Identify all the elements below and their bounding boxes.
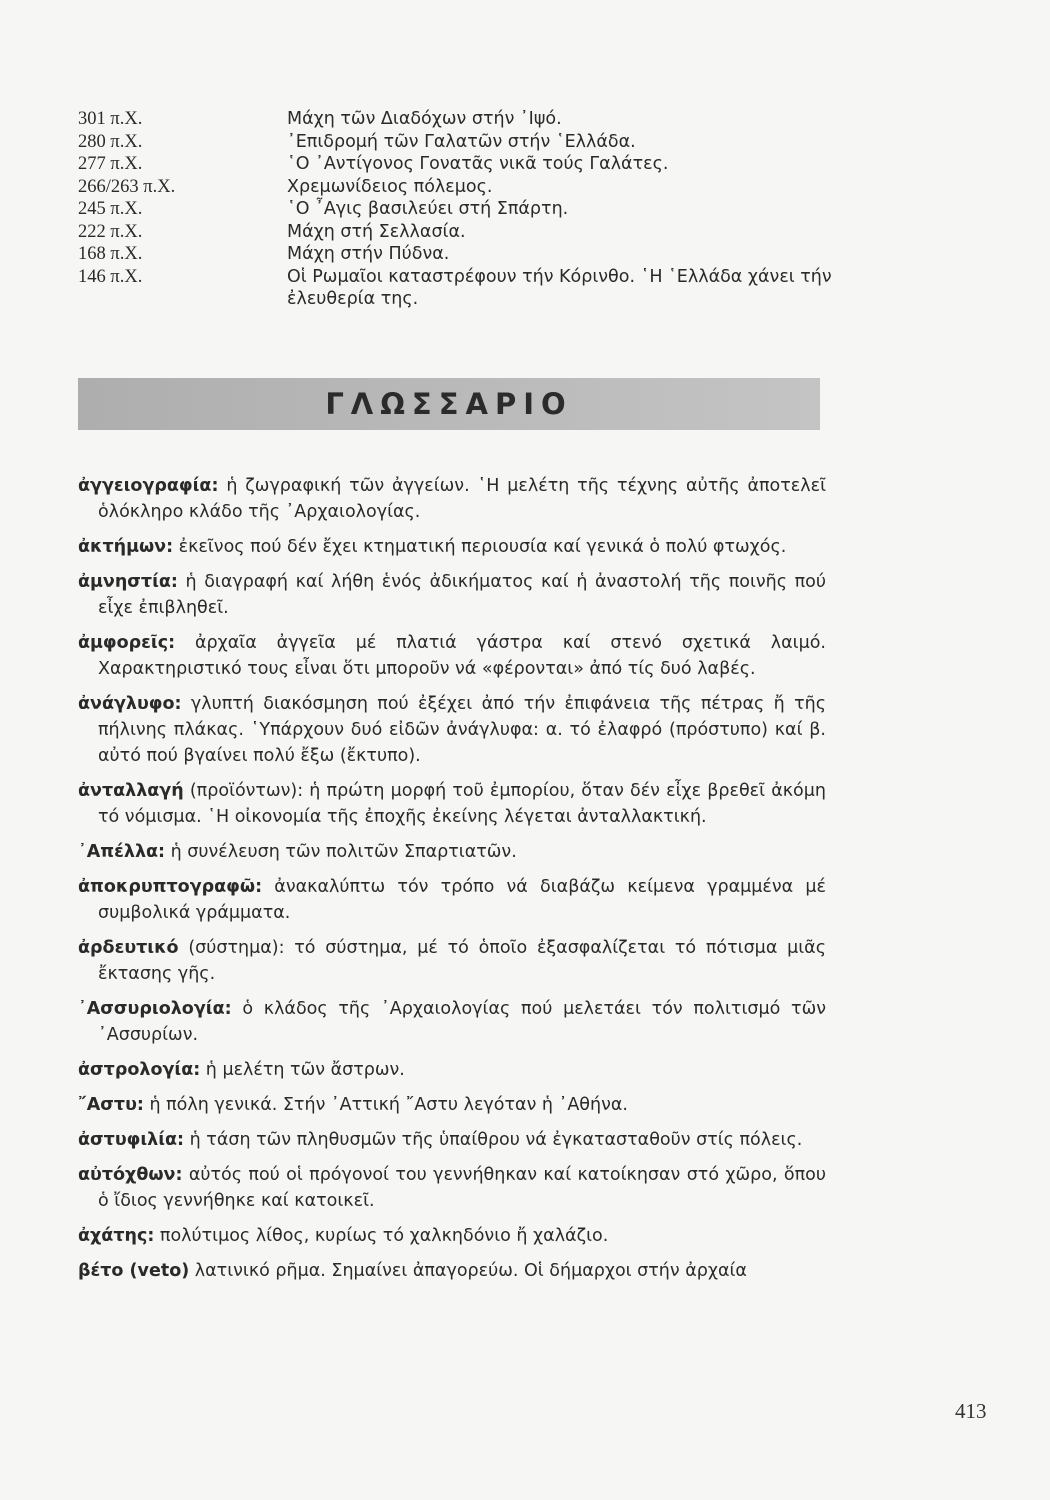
glossary-term: βέτο (veto) [78,1261,190,1281]
glossary-term: ἀποκρυπτογραφῶ: [78,877,263,897]
chronology-event: Μάχη στήν Πύδνα. [287,244,450,264]
chronology-row [78,221,838,244]
glossary-term: ἀρδευτικό [78,938,179,958]
chronology-year: 168 π.Χ. [78,244,143,264]
glossary-term: ἀστρολογία: [78,1060,201,1080]
glossary-entry [78,1092,826,1118]
glossary-definition: ἡ τάση τῶν πληθυσμῶν τῆς ὑπαίθρου νά ἐγκατασταθοῦν στίς πόλεις. [184,1130,803,1150]
chronology-year: 146 π.Χ. [78,266,143,287]
glossary-term: ῎Αστυ: [78,1095,144,1115]
glossary-definition: ἀνακαλύπτω τόν τρόπο νά διαβάζω κείμενα γραμμένα μέ συμβολικά γράμματα. [98,877,826,923]
glossary-definition: γλυπτή διακόσμηση πού ἐξέχει ἀπό τήν ἐπιφάνεια τῆς πέτρας ἤ τῆς πήλινης πλάκας. ῾Υπάρχουν δυό εἰδῶν ἀνάγλυφα: α. τό ἐλαφρό (πρόστυπο) καί β. αὐτό πού βγαίνει πολύ ἔξω (ἔκτυπο). [98,694,826,766]
page-number: 413 [955,1399,987,1423]
chronology-event: Μάχη τῶν Διαδόχων στήν ᾿Ιψό. [287,109,562,129]
glossary-term: ᾿Ασσυριολογία: [78,999,232,1019]
glossary-term: ἀμνηστία: [78,572,178,592]
chronology-year: 245 π.Χ. [78,199,143,219]
chronology-event: Οἱ Ρωμαῖοι καταστρέφουν τήν Κόρινθο. ῾Η ῾Ελλάδα χάνει τήν ἐλευθερία της. [287,266,832,309]
glossary-term: αὐτόχθων: [78,1165,183,1185]
glossary-entry [78,1127,826,1153]
glossary-definition: ἀρχαῖα ἀγγεῖα μέ πλατιά γάστρα καί στενό σχετικά λαιμό. Χαρακτηριστικό τους εἶναι ὅτι μποροῦν νά «φέρονται» ἀπό τίς δυό λαβές. [98,633,826,679]
glossary-entry [78,569,826,621]
glossary-term: ἀχάτης: [78,1226,155,1246]
glossary-term: ἀνάγλυφο: [78,694,182,714]
chronology-event: ῾Ο ᾿Αντίγονος Γονατᾶς νικᾶ τούς Γαλάτες. [287,154,669,174]
glossary-definition: ἡ μελέτη τῶν ἄστρων. [200,1060,405,1080]
glossary-definition: (προϊόντων): ἡ πρώτη μορφή τοῦ ἐμπορίου, ὅταν δέν εἶχε βρεθεῖ ἀκόμη τό νόμισμα. ῾Η οἰκονομία τῆς ἐποχῆς ἐκείνης λέγεται ἀνταλλακτική. [98,781,826,827]
glossary-definition: ἐκεῖνος πού δέν ἔχει κτηματική περιουσία καί γενικά ὁ πολύ φτωχός. [173,537,787,557]
chronology-row [78,153,838,176]
glossary-term: ἀνταλλαγή [78,781,184,801]
chronology-year: 280 π.Χ. [78,131,143,152]
glossary-entry [78,1258,826,1284]
chronology-row [78,176,838,199]
chronology-year: 222 π.Χ. [78,221,143,242]
chronology-event: ᾿Επιδρομή τῶν Γαλατῶν στήν ῾Ελλάδα. [287,131,636,152]
glossary-term: ᾿Απέλλα: [78,842,166,862]
glossary-definition: (σύστημα): τό σύστημα, μέ τό ὁποῖο ἐξασφαλίζεται τό πότισμα μιᾶς ἔκτασης γῆς. [98,938,826,984]
glossary-definition: πολύτιμος λίθος, κυρίως τό χαλκηδόνιο ἤ χαλάζιο. [154,1226,609,1246]
glossary-definition: ἡ συνέλευση τῶν πολιτῶν Σπαρτιατῶν. [165,842,517,862]
glossary-banner [78,378,820,430]
glossary-entry [78,874,826,926]
chronology-event: Χρεμωνίδειος πόλεμος. [287,176,493,197]
glossary-entry [78,839,826,865]
glossary-entry [78,691,826,769]
glossary-definition: ἡ πόλη γενικά. Στήν ᾿Αττική ῎Αστυ λεγόταν ἡ ᾿Αθήνα. [143,1095,628,1115]
chronology-year: 277 π.Χ. [78,154,143,174]
chronology-year: 301 π.Χ. [78,109,143,129]
glossary-entry [78,473,826,525]
chronology-row [78,108,838,131]
glossary-definition: λατινικό ρῆμα. Σημαίνει ἀπαγορεύω. Οἱ δήμαρχοι στήν ἀρχαία [189,1261,747,1281]
chronology-year: 266/263 π.Χ. [78,176,176,197]
chronology-row [78,131,838,154]
glossary-entry [78,778,826,830]
glossary-entry [78,1223,826,1249]
glossary-definition: ἡ ζωγραφική τῶν ἀγγείων. ῾Η μελέτη τῆς τέχνης αὐτῆς ἀποτελεῖ ὁλόκληρο κλάδο τῆς ᾿Αρχαιολογίας. [98,476,826,522]
glossary-entry [78,1162,826,1214]
chronology-row [78,243,838,266]
glossary-entry [78,630,826,682]
glossary-term: ἀκτήμων: [78,537,174,557]
glossary-term: ἀγγειογραφία: [78,476,219,496]
section-title: ΓΛΩΣΣΑΡΙΟ [325,387,573,421]
chronology-row [78,266,838,311]
glossary-entry [78,534,826,560]
glossary-list [78,473,826,1293]
glossary-definition: ὁ κλάδος τῆς ᾿Αρχαιολογίας πού μελετάει τόν πολιτισμό τῶν ᾿Ασσυρίων. [98,999,826,1045]
chronology-row [78,198,838,221]
glossary-term: ἀμφορεῖς: [78,633,176,653]
glossary-definition: ἡ διαγραφή καί λήθη ἑνός ἀδικήματος καί ἡ ἀναστολή τῆς ποινῆς πού εἶχε ἐπιβληθεῖ. [98,572,826,618]
glossary-entry [78,1057,826,1083]
chronology-list [78,108,838,311]
glossary-definition: αὐτός πού οἱ πρόγονοί του γεννήθηκαν καί κατοίκησαν στό χῶρο, ὅπου ὁ ἴδιος γεννήθηκε καί κατοικεῖ. [98,1165,826,1211]
chronology-event: Μάχη στή Σελλασία. [287,221,466,242]
glossary-entry [78,935,826,987]
glossary-entry [78,996,826,1048]
chronology-event: ῾Ο ῏Αγις βασιλεύει στή Σπάρτη. [287,199,569,219]
glossary-term: ἀστυφιλία: [78,1130,185,1150]
